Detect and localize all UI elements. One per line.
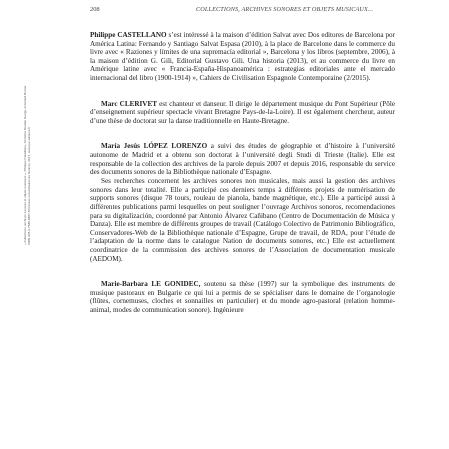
bio-paragraph [90,100,395,126]
bio-entry [90,280,395,314]
bio-name: Philippe CASTELLANO [90,31,167,39]
bio-text: s’est intéressé à la maison d’édition Salvat avec Dos editores de Barcelona por América Latina: Fernando y Santiago Salvat Espasa (2010), à la place de Barcelone dans le commerce du livre avec « Raziones y límites de una supremacía editorial », Barcelona y los libros (septembre, 2006), à la maison d’édition G. Gili, Editorial Gustavo Gili. Una historia (2013), et au commerce du livre en Amérique latine avec « Francia-España-Hispanoamérica : estrategias editoriales ante el mercado internacional del libro (1900-1914) », Cahiers de Civilisation Espagnole Contemporaine (2/2015). [90,31,395,82]
bio-paragraph: Ses recherches concernent les archives sonores non musicales, mais aussi la gestion des archives sonores dans leur totalité. Elle a participé ces derniers temps à différents projets de numérisation de supports sonores (disque 78 tours, rouleau de pianola, bande magnétique, etc.). Elle a participé aussi à différentes publications parmi lesquelles on peut souligner l’ouvrage Archivos sonoros, recomendaciones para su digitalización, coordonné par Antonio Álvarez Cañibano (Centro de Documentación de Música y Danza). Elle est membre de différents groupes de travail (Catálogo Colectivo de Patrimonio Bibliográfico, Conservadores-Web de la Bibliothèque nationale d’Espagne, Grupe de travail, de RDA, pour l’étude de l’adaptation de la norme dans le catalogue Nation de documents sonores, etc.) Elle est actuellement coordinatrice de la commission des archives sonores de l’Association de documentation musicale (AEDOM). [90,177,395,263]
bio-entry [90,142,395,263]
sidebar-note-line: « Collections, archives sonores et objets musicaux », Philippe Castellano, Christine Rivalan Guégo et Gérard Borras [23,85,27,245]
sidebar-note-line: ISBN 978-2-7535-6887-8 Presses universitaires de Rennes, 2017, www.pur-editions.fr [26,126,31,245]
sidebar-copyright-note [24,45,32,245]
bio-paragraph [90,142,395,176]
bio-text: a suivi des études de géographie et d’histoire à l’université autonome de Madrid et a obtenu son doctorat à l’université degli Studi di Trieste (Italie). Elle est responsable de la collection des archives de la parole depuis 2007 et depuis 2016, responsable du service des documents sonores de la Bibliothèque nationale d’Espagne. [90,142,395,177]
bio-name: Marc CLERIVET [101,99,157,108]
bio-paragraph [90,280,395,314]
bio-text: soutenu sa thèse (1997) sur la symbolique des instruments de musique pastoraux en Bulgarie ce qui lui a permis de se spécialiser dans le domaine de l’organologie (flûtes, cornemuses, cloches et sonnailles en particulier) et du monde agro-pastoral (relation homme-animal, modes de communication sonore). Ingénieure [90,280,395,314]
bio-paragraph [90,31,395,83]
bio-name: María Jesús LÓPEZ LORENZO [101,142,208,151]
bio-name: Marie-Barbara LE GONIDEC, [101,280,201,289]
running-head: COLLECTIONS, ARCHIVES SONORES ET OBJETS MUSICAUX... [196,6,374,13]
bio-entry [90,31,395,83]
page-number: 208 [90,6,100,13]
bio-text: est chanteur et danseur. Il dirige le département musique du Pont Supérieur (Pôle d’enseignement supérieur spectacle vivant Bretagne Pays-de-la-Loire). Il est également chercheur, auteur d’une thèse de doctorat sur la danse traditionnelle en Haute-Bretagne. [90,99,395,125]
contributor-bios [90,31,395,332]
bio-entry [90,100,395,126]
